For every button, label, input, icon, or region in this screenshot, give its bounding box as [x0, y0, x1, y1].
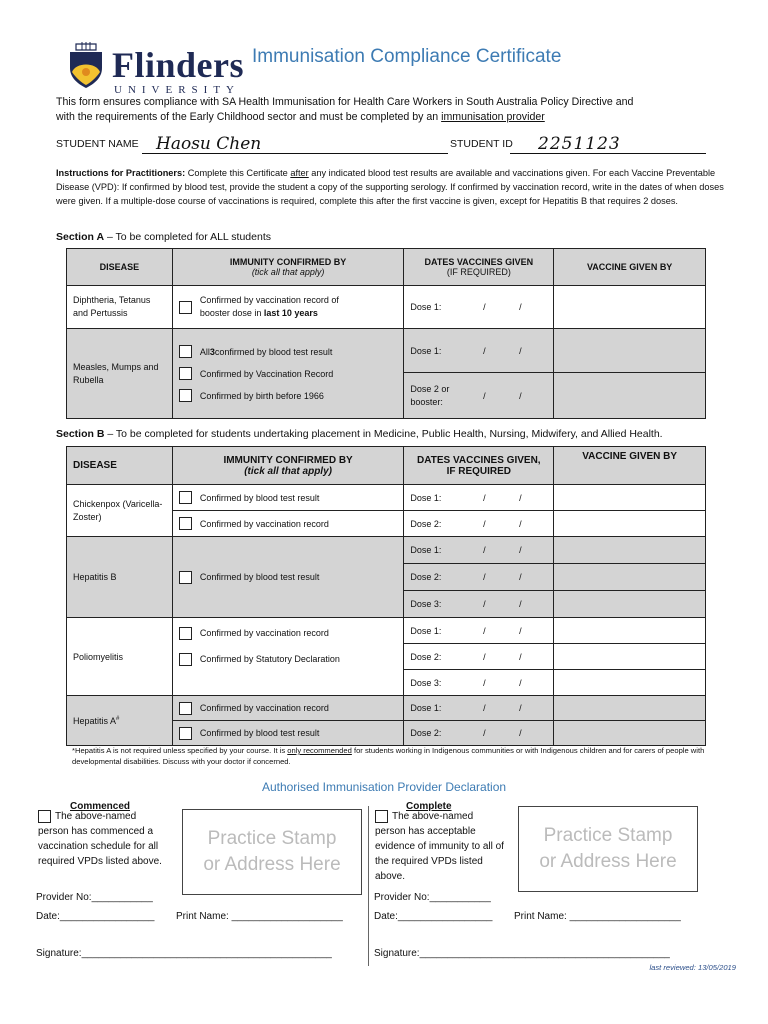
- declaration-title: Authorised Immunisation Provider Declaration: [261, 780, 507, 794]
- table-row: Chickenpox (Varicella-Zoster) Confirmed by blood test result Dose 1: / /: [67, 485, 706, 511]
- col-disease-b: DISEASE: [67, 447, 173, 485]
- section-a-heading: Section A – To be completed for ALL students: [56, 231, 271, 243]
- polio-given-2[interactable]: [554, 644, 706, 670]
- commenced-print-name[interactable]: Print Name: ____________________: [176, 911, 343, 922]
- complete-label: Complete: [406, 801, 452, 812]
- hepb-blood-checkbox[interactable]: [179, 571, 192, 584]
- disease-hepatitis-b: Hepatitis B: [67, 537, 173, 618]
- hepa-blood-checkbox[interactable]: [179, 727, 192, 740]
- mmr-given-by-1[interactable]: [554, 329, 706, 373]
- chickenpox-dose-2[interactable]: Dose 2: / /: [404, 511, 554, 537]
- hepb-given-3[interactable]: [554, 591, 706, 618]
- polio-given-3[interactable]: [554, 670, 706, 696]
- complete-text: The above-named person has acceptable evidence of immunity to all of the required VPDs listed above.: [375, 811, 504, 882]
- mmr-blood-test-checkbox[interactable]: [179, 345, 192, 358]
- polio-statutory-checkbox[interactable]: [179, 653, 192, 666]
- flinders-logo: [68, 18, 245, 98]
- disease-hepatitis-a: Hepatitis A#: [67, 696, 173, 746]
- last-reviewed: last reviewed: 13/05/2019: [649, 963, 736, 972]
- student-name-value: Haosu Chen: [156, 134, 262, 154]
- dtp-given-by[interactable]: [554, 286, 706, 329]
- mmr-vaccination-checkbox[interactable]: [179, 367, 192, 380]
- chickenpox-blood-checkbox[interactable]: [179, 491, 192, 504]
- mmr-dose-2[interactable]: Dose 2 or booster: / /: [404, 373, 554, 419]
- commenced-stamp-box[interactable]: Practice Stamp or Address Here: [182, 809, 362, 895]
- complete-date[interactable]: Date:_________________: [374, 911, 493, 922]
- university-name: Flinders: [112, 45, 245, 85]
- table-row: Hepatitis A# Confirmed by vaccination record Dose 1: / /: [67, 696, 706, 721]
- commenced-text: The above-named person has commenced a vaccination schedule for all required VPDs listed above.: [38, 811, 162, 867]
- intro-line-1: This form ensures compliance with SA Health Immunisation for Health Care Workers in South Australia Policy Directive and: [56, 96, 634, 108]
- hepb-given-2[interactable]: [554, 564, 706, 591]
- commenced-date[interactable]: Date:_________________: [36, 911, 155, 922]
- chickenpox-given-1[interactable]: [554, 485, 706, 511]
- col-given-b: VACCINE GIVEN BY: [554, 447, 706, 485]
- mmr-dose-1[interactable]: Dose 1: / /: [404, 329, 554, 373]
- commenced-checkbox[interactable]: [38, 810, 51, 823]
- dtp-vaccination-checkbox[interactable]: [179, 301, 192, 314]
- polio-dose-2[interactable]: Dose 2: / /: [404, 644, 554, 670]
- section-a-table: [66, 248, 706, 419]
- chickenpox-dose-1[interactable]: Dose 1: / /: [404, 485, 554, 511]
- student-name-label: STUDENT NAME: [56, 138, 139, 150]
- col-dates-b: DATES VACCINES GIVEN, IF REQUIRED: [404, 447, 554, 485]
- commenced-provider-no[interactable]: Provider No:___________: [36, 892, 153, 903]
- disease-chickenpox: Chickenpox (Varicella-Zoster): [67, 485, 173, 537]
- complete-print-name[interactable]: Print Name: ____________________: [514, 911, 681, 922]
- table-row: Confirmed by vaccination record Dose 2: / /: [67, 511, 706, 537]
- page-title: Immunisation Compliance Certificate: [252, 46, 562, 67]
- hepa-dose-2[interactable]: Dose 2: / /: [404, 721, 554, 746]
- hepatitis-a-footnote: *Hepatitis A is not required unless specified by your course. It is only recommended for students working in Indigenous communities or with Indigenous children and for carers of people with developmental disabilities. Discuss with your doctor if concerned.: [72, 746, 705, 766]
- hepb-given-1[interactable]: [554, 537, 706, 564]
- university-crest-icon: [68, 42, 104, 88]
- disease-dtp: Diphtheria, Tetanus and Pertussis: [67, 286, 173, 329]
- student-id-label: STUDENT ID: [450, 138, 513, 150]
- section-b-table: [66, 446, 706, 746]
- col-immunity: IMMUNITY CONFIRMED BY (tick all that apply): [172, 249, 404, 286]
- complete-signature[interactable]: Signature:_____________________________________________: [374, 948, 670, 959]
- disease-polio: Poliomyelitis: [67, 618, 173, 696]
- dtp-dose-1[interactable]: Dose 1: / /: [404, 286, 554, 329]
- university-subtitle: UNIVERSITY: [114, 84, 240, 96]
- commenced-signature[interactable]: Signature:_____________________________________________: [36, 948, 332, 959]
- table-row: Hepatitis B Confirmed by blood test result Dose 1: / /: [67, 537, 706, 564]
- chickenpox-given-2[interactable]: [554, 511, 706, 537]
- polio-dose-3[interactable]: Dose 3: / /: [404, 670, 554, 696]
- hepb-dose-2[interactable]: Dose 2: / /: [404, 564, 554, 591]
- declaration-divider: [368, 806, 369, 966]
- polio-given-1[interactable]: [554, 618, 706, 644]
- hepb-dose-1[interactable]: Dose 1: / /: [404, 537, 554, 564]
- table-row: Poliomyelitis Confirmed by vaccination record Confirmed by Statutory Declaration Dose 1: / /: [67, 618, 706, 644]
- complete-checkbox[interactable]: [375, 810, 388, 823]
- complete-stamp-box[interactable]: Practice Stamp or Address Here: [518, 806, 698, 892]
- mmr-birth-checkbox[interactable]: [179, 389, 192, 402]
- hepa-given-1[interactable]: [554, 696, 706, 721]
- hepb-dose-3[interactable]: Dose 3: / /: [404, 591, 554, 618]
- col-disease: DISEASE: [67, 249, 173, 286]
- chickenpox-vaccination-checkbox[interactable]: [179, 517, 192, 530]
- hepa-dose-1[interactable]: Dose 1: / /: [404, 696, 554, 721]
- hepa-given-2[interactable]: [554, 721, 706, 746]
- table-row: Measles, Mumps and Rubella All 3 confirmed by blood test result Confirmed by Vaccination Record Confirmed by birth before 1966 Dose 1: / /: [67, 329, 706, 373]
- commenced-label: Commenced: [70, 801, 131, 812]
- hepa-vaccination-checkbox[interactable]: [179, 702, 192, 715]
- student-id-value: 2251123: [538, 134, 621, 154]
- section-b-heading: Section B – To be completed for students undertaking placement in Medicine, Public Health, Nursing, Midwifery, and Allied Health.: [56, 428, 663, 440]
- col-immunity-b: IMMUNITY CONFIRMED BY (tick all that apply): [172, 447, 403, 485]
- disease-mmr: Measles, Mumps and Rubella: [67, 329, 173, 419]
- table-row: Diphtheria, Tetanus and Pertussis Confirmed by vaccination record of booster dose in last 10 years Dose 1: / /: [67, 286, 706, 329]
- table-row: Confirmed by blood test result Dose 2: / /: [67, 721, 706, 746]
- col-dates: DATES VACCINES GIVEN (IF REQUIRED): [404, 249, 554, 286]
- immunisation-provider-link[interactable]: immunisation provider: [441, 111, 545, 123]
- practitioner-instructions: Instructions for Practitioners: Complete this Certificate after any indicated blood test results are available and vaccinations given. For each Vaccine Preventable Disease (VPD): If confirmed by blood test, provide the student a copy of the supporting serology. If confirmed by vaccination record, write in the dates of when doses were given. If a multiple-dose course of vaccinations is required, complete this after the first vaccine is given, except for Hepatitis B that requires 2 doses.: [56, 168, 724, 206]
- intro-line-2: with the requirements of the Early Childhood sector and must be completed by an: [56, 111, 442, 123]
- polio-dose-1[interactable]: Dose 1: / /: [404, 618, 554, 644]
- polio-vaccination-checkbox[interactable]: [179, 627, 192, 640]
- complete-provider-no[interactable]: Provider No:___________: [374, 892, 491, 903]
- intro-text: [56, 95, 726, 125]
- mmr-given-by-2[interactable]: [554, 373, 706, 419]
- col-given: VACCINE GIVEN BY: [554, 249, 706, 286]
